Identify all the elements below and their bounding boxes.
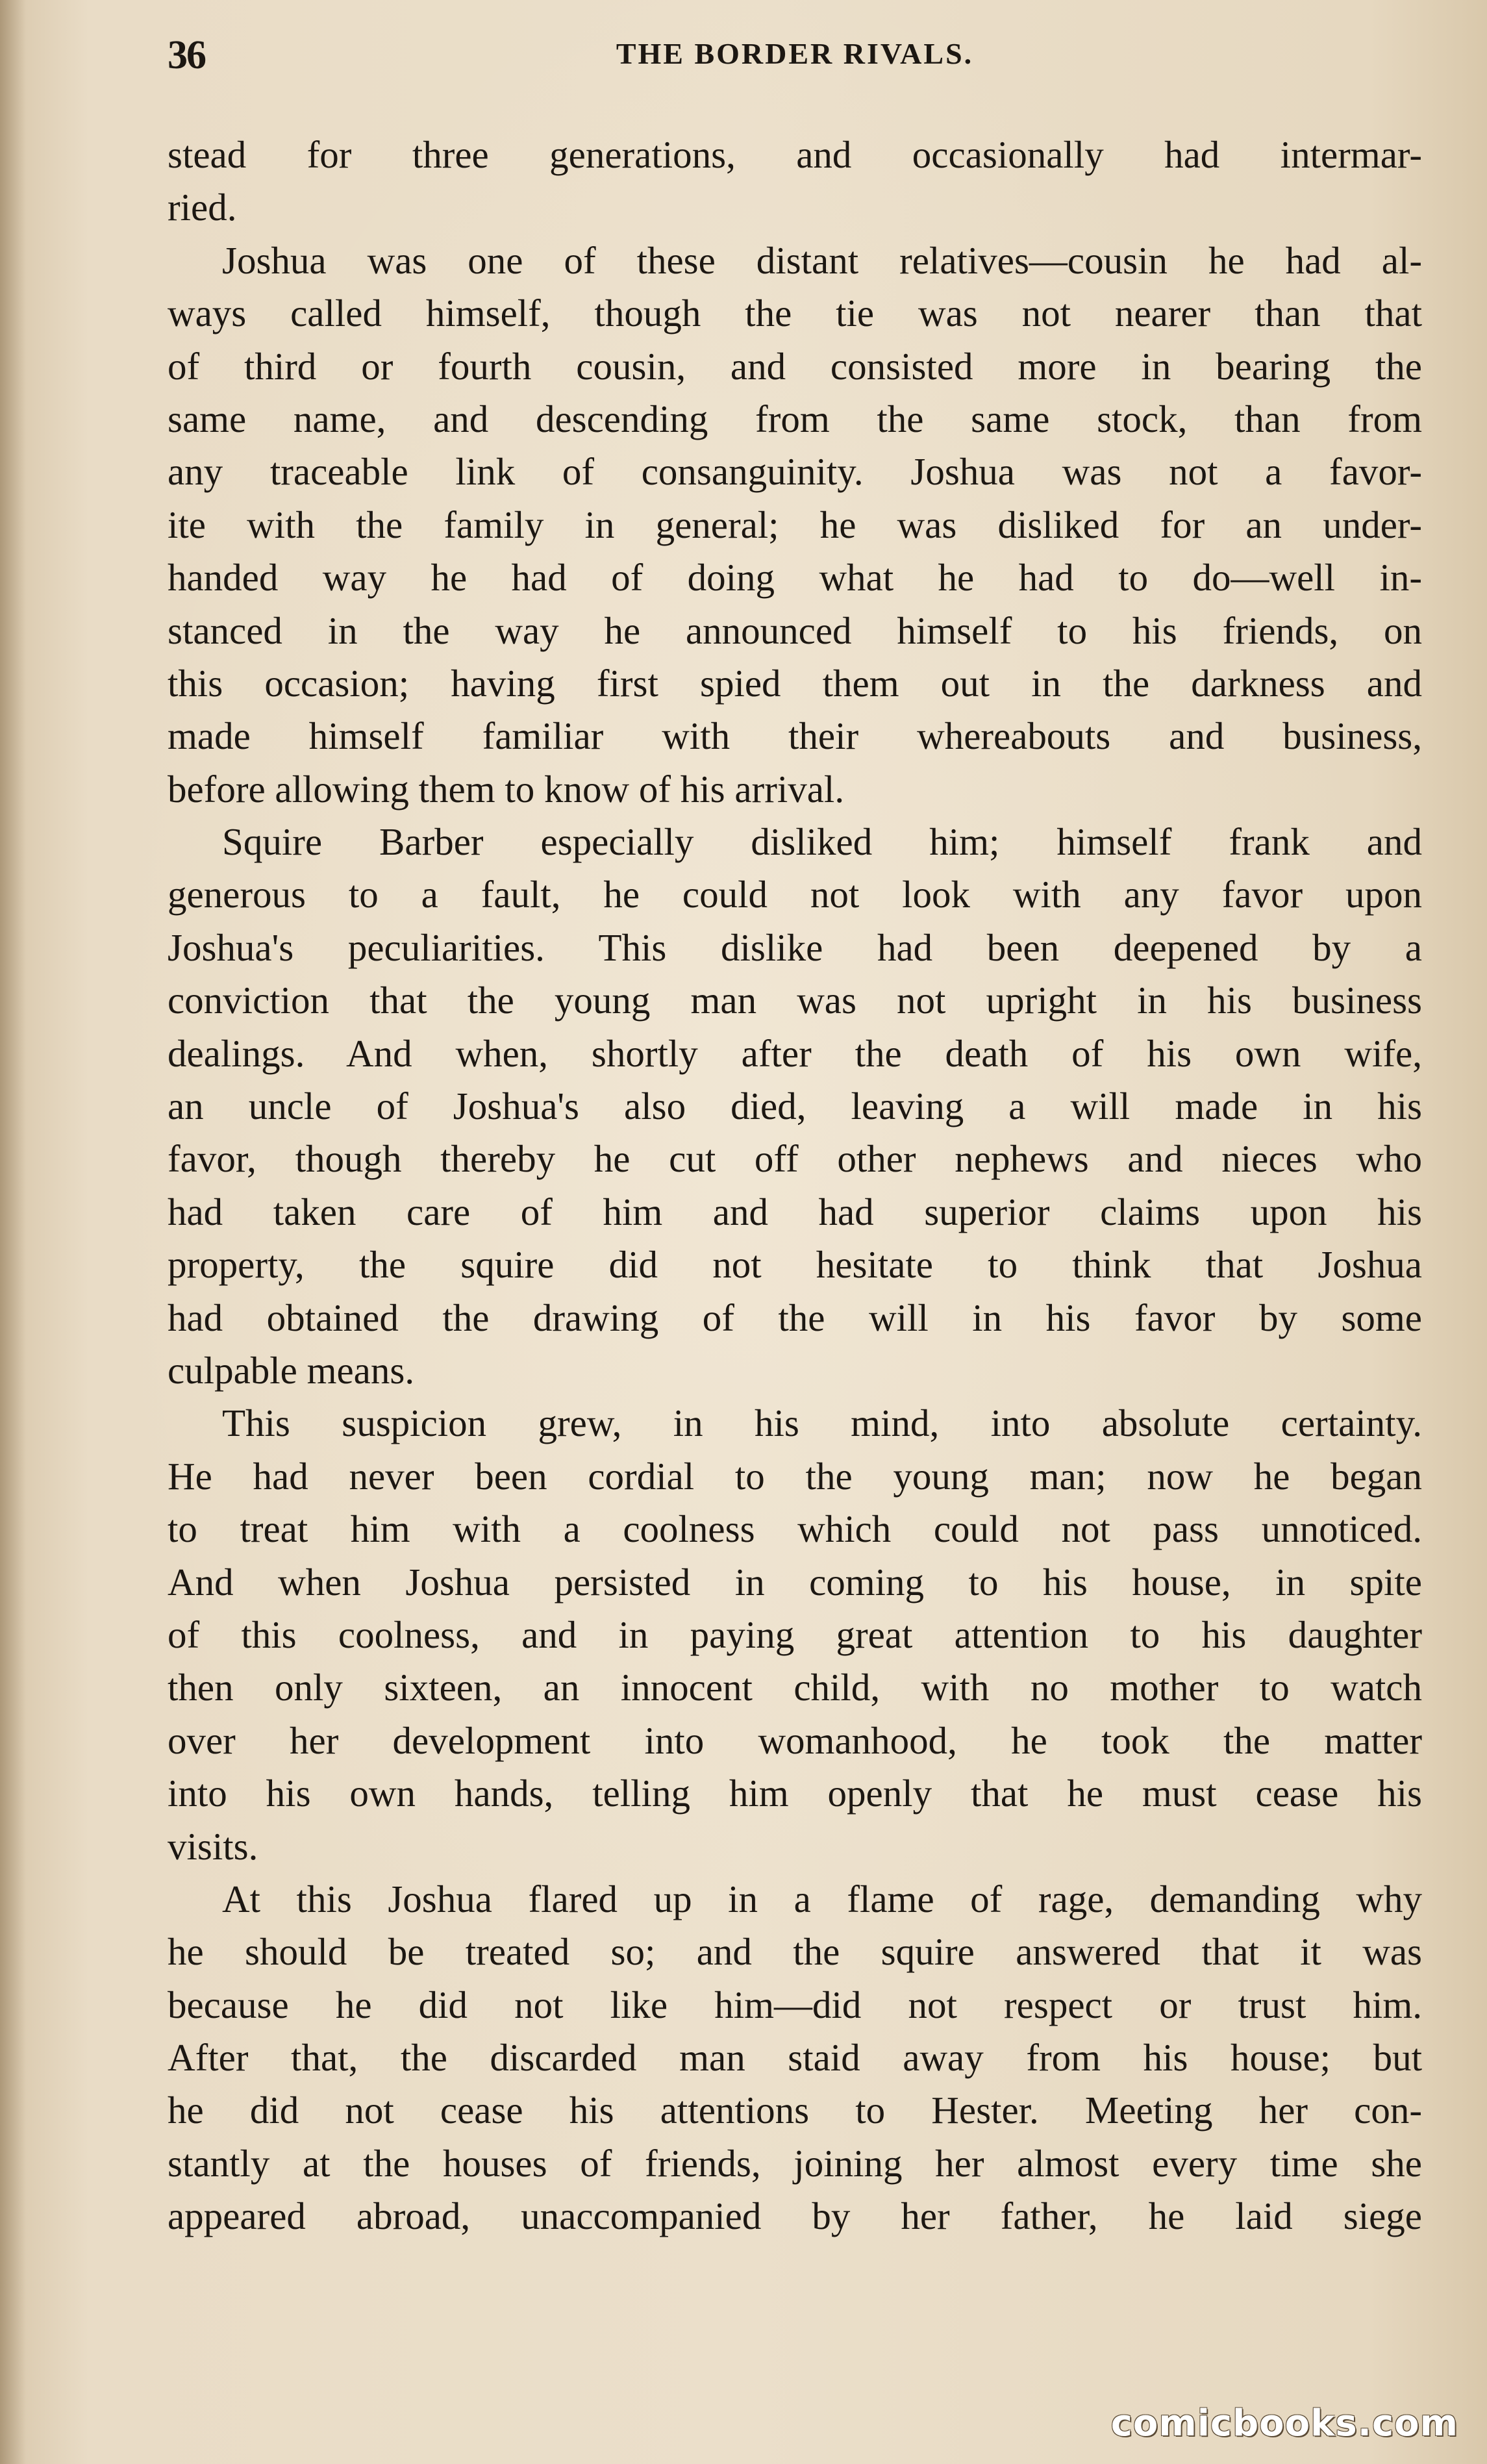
text-line: favor, though thereby he cut off other nephews and nieces who xyxy=(168,1137,1422,1181)
text-line: And when Joshua persisted in coming to his house, in spite xyxy=(168,1560,1422,1603)
text-line: had taken care of him and had superior claims upon his xyxy=(168,1190,1422,1233)
page-number: 36 xyxy=(168,33,205,77)
text-line: of third or fourth cousin, and consisted more in bearing the xyxy=(168,344,1422,388)
text-line: ried. xyxy=(168,186,237,229)
page-header xyxy=(168,32,1422,91)
text-line: stanced in the way he announced himself to his friends, on xyxy=(168,609,1422,652)
text-line: into his own hands, telling him openly that he must cease his xyxy=(168,1772,1422,1815)
text-line: generous to a fault, he could not look with any favor upon xyxy=(168,873,1422,916)
text-line: Joshua was one of these distant relatives—cousin he had al- xyxy=(222,238,1422,282)
running-title: THE BORDER RIVALS. xyxy=(616,37,974,70)
text-line: property, the squire did not hesitate to think that Joshua xyxy=(168,1243,1422,1287)
text-line: then only sixteen, an innocent child, with no mother to watch xyxy=(168,1666,1422,1709)
text-line: before allowing them to know of his arrival. xyxy=(168,767,845,811)
text-line: stantly at the houses of friends, joining her almost every time she xyxy=(168,2141,1422,2185)
text-line: had obtained the drawing of the will in his favor by some xyxy=(168,1296,1422,1339)
text-line: dealings. And when, shortly after the death of his own wife, xyxy=(168,1031,1422,1075)
text-line: After that, the discarded man staid away from his house; but xyxy=(168,2036,1422,2080)
text-line: ite with the family in general; he was disliked for an under- xyxy=(168,503,1422,546)
text-line: This suspicion grew, in his mind, into absolute certainty. xyxy=(222,1402,1422,1445)
text-line: over her development into womanhood, he took the matter xyxy=(168,1718,1422,1762)
text-line: culpable means. xyxy=(168,1348,415,1392)
text-line: to treat him with a coolness which could not pass unnoticed. xyxy=(168,1507,1422,1551)
text-line: this occasion; having first spied them out in the darkness and xyxy=(168,661,1422,705)
text-line: he did not cease his attentions to Hester. Meeting her con- xyxy=(168,2089,1422,2132)
text-line: conviction that the young man was not upright in his business xyxy=(168,979,1422,1022)
watermark: comicbooks.com xyxy=(1110,2402,1458,2445)
text-line: because he did not like him—did not respect or trust him. xyxy=(168,1983,1422,2026)
binding-shadow xyxy=(0,0,26,2464)
body-text xyxy=(168,129,1422,2243)
text-line: Joshua's peculiarities. This dislike had been deepened by a xyxy=(168,925,1422,969)
text-line: visits. xyxy=(168,1824,258,1868)
text-line: handed way he had of doing what he had to do—well in- xyxy=(168,556,1422,599)
text-line: He had never been cordial to the young man; now he began xyxy=(168,1454,1422,1498)
text-line: of this coolness, and in paying great attention to his daughter xyxy=(168,1613,1422,1656)
text-line: Squire Barber especially disliked him; himself frank and xyxy=(222,820,1422,864)
text-line: appeared abroad, unaccompanied by her father, he laid siege xyxy=(168,2194,1422,2238)
text-line: ways called himself, though the tie was not nearer than that xyxy=(168,292,1422,335)
text-line: At this Joshua flared up in a flame of rage, demanding why xyxy=(222,1877,1422,1920)
text-line: an uncle of Joshua's also died, leaving a will made in his xyxy=(168,1085,1422,1128)
text-line: he should be treated so; and the squire answered that it was xyxy=(168,1930,1422,1974)
text-line: any traceable link of consanguinity. Joshua was not a favor- xyxy=(168,450,1422,494)
text-line: same name, and descending from the same stock, than from xyxy=(168,397,1422,440)
text-line: stead for three generations, and occasionally had intermar- xyxy=(168,133,1422,176)
text-line: made himself familiar with their whereabouts and business, xyxy=(168,714,1422,758)
